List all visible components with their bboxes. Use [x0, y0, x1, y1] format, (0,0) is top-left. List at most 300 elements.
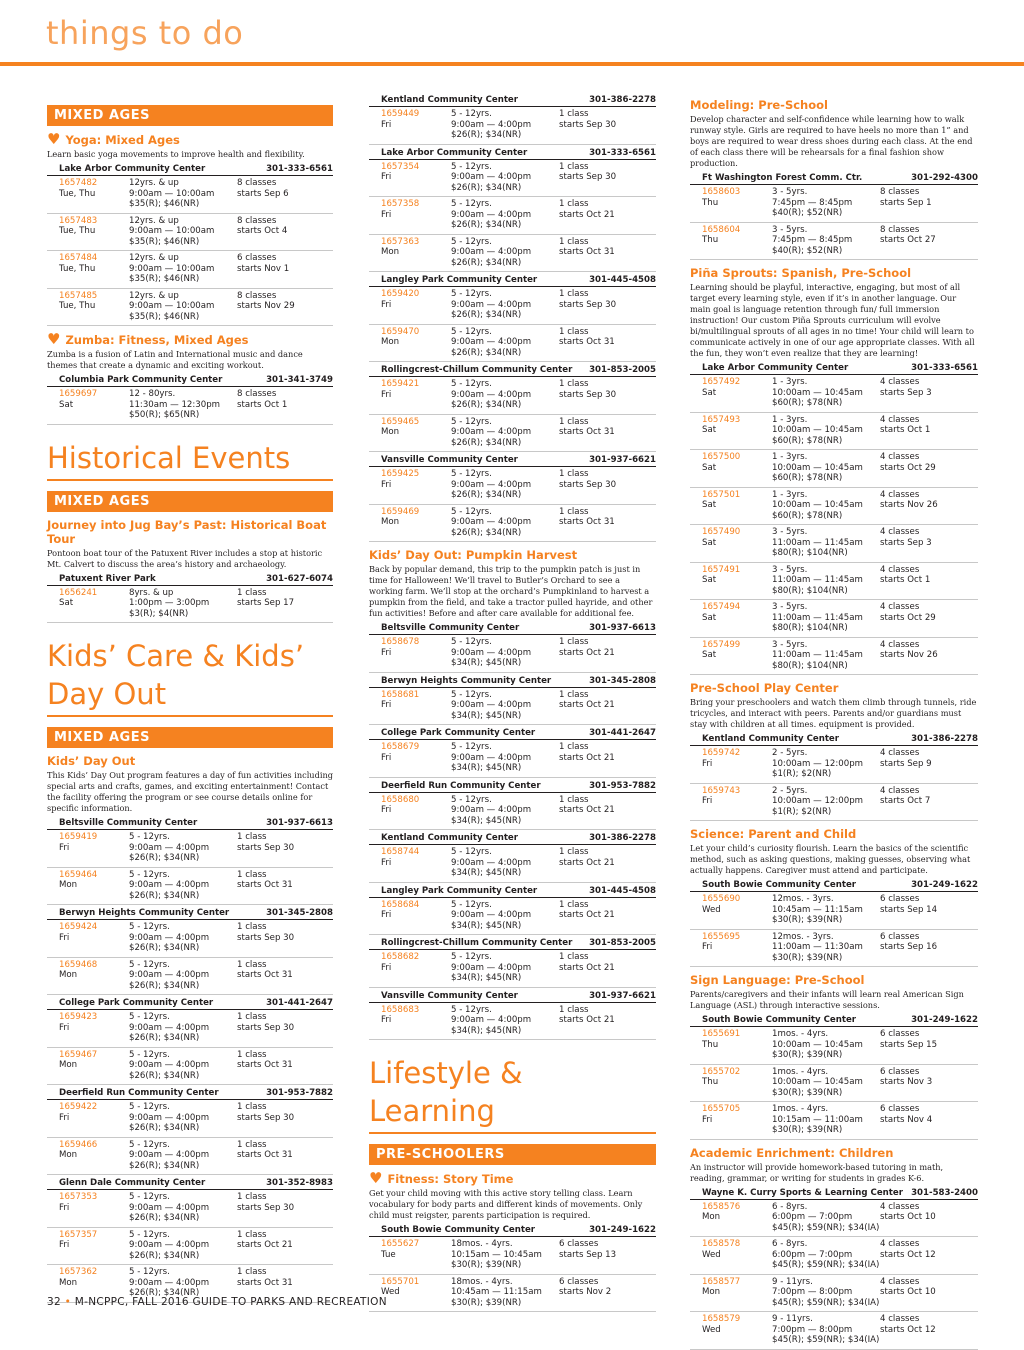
- class-code[interactable]: 1655702: [702, 1066, 741, 1077]
- program-title: [690, 827, 978, 841]
- class-day: Fri: [59, 842, 70, 853]
- class-row: [369, 377, 656, 415]
- class-start: starts Oct 29: [880, 462, 936, 473]
- class-code[interactable]: 1659423: [59, 1012, 98, 1022]
- class-code-cell: [381, 952, 451, 984]
- class-details-cell: [451, 289, 559, 321]
- class-row: [369, 505, 656, 543]
- class-code[interactable]: 1657483: [59, 215, 98, 226]
- class-time: 7:45pm — 8:45pm: [772, 235, 853, 245]
- class-time: 9:00am — 4:00pm: [129, 932, 210, 943]
- class-time: 10:45am — 11:15am: [772, 904, 863, 915]
- class-count: 4 classes: [880, 1201, 920, 1212]
- class-count: 1 class: [559, 161, 589, 172]
- class-details-cell: [772, 490, 880, 522]
- class-code[interactable]: 1657362: [59, 1267, 98, 1277]
- class-code-cell: [59, 216, 129, 248]
- class-row: [369, 950, 656, 988]
- class-start: starts Sep 17: [237, 598, 295, 608]
- heart-icon: ♥: [47, 330, 61, 348]
- class-row: [690, 784, 978, 822]
- class-code[interactable]: 1657501: [702, 489, 741, 500]
- class-time: 9:00am — 4:00pm: [129, 970, 210, 980]
- class-age: 3 - 5yrs.: [772, 639, 808, 650]
- class-row: [690, 1065, 978, 1103]
- class-code-cell: [59, 832, 129, 864]
- class-code[interactable]: 1658577: [702, 1276, 741, 1287]
- class-age: 5 - 12yrs.: [451, 952, 492, 962]
- location-phone: 301-445-4508: [589, 885, 656, 896]
- class-code[interactable]: 1659742: [702, 748, 741, 758]
- class-row: [47, 214, 333, 252]
- page-number: 32: [47, 1296, 61, 1308]
- class-schedule-cell: [237, 1102, 333, 1134]
- location-name: Rollingcrest-Chillum Community Center: [381, 938, 573, 948]
- class-code[interactable]: 1659697: [59, 389, 98, 399]
- class-count: 1 class: [559, 289, 589, 299]
- class-day: Tue, Thu: [59, 226, 96, 236]
- class-details-cell: [129, 216, 237, 248]
- location-header: [369, 780, 656, 793]
- class-count: 6 classes: [880, 1104, 920, 1114]
- class-code[interactable]: 1659465: [381, 416, 420, 427]
- class-day: Fri: [59, 1112, 70, 1123]
- class-start: starts Oct 21: [559, 1015, 615, 1025]
- class-code[interactable]: 1655695: [702, 931, 741, 942]
- class-code[interactable]: 1657484: [59, 253, 98, 263]
- class-code-cell: [702, 1277, 772, 1309]
- class-code-cell: [702, 1067, 772, 1099]
- class-details-cell: [451, 742, 559, 774]
- class-code-cell: [59, 922, 129, 954]
- class-schedule-cell: [880, 452, 978, 484]
- class-code-cell: [381, 327, 451, 359]
- class-code[interactable]: 1659449: [381, 109, 420, 119]
- location-name: College Park Community Center: [59, 998, 214, 1008]
- class-day: Wed: [702, 1324, 721, 1335]
- class-code[interactable]: 1658678: [381, 637, 420, 647]
- class-row: [690, 1275, 978, 1313]
- class-start: starts Oct 1: [880, 575, 931, 585]
- class-code[interactable]: 1657500: [702, 452, 741, 462]
- class-code-cell: [381, 1005, 451, 1037]
- class-code-cell: [702, 1202, 772, 1234]
- class-start: starts Oct 31: [237, 970, 293, 980]
- class-row: [369, 635, 656, 673]
- class-time: 9:00am — 4:00pm: [129, 1240, 210, 1250]
- class-day: Fri: [59, 932, 70, 943]
- class-fee: $34(R); $45(NR): [451, 710, 522, 721]
- location-header: [369, 937, 656, 950]
- class-age: 5 - 12yrs.: [451, 506, 492, 517]
- class-row: [690, 1237, 978, 1275]
- class-day: Sat: [702, 575, 717, 585]
- class-row: [369, 467, 656, 505]
- class-age: 5 - 12yrs.: [451, 1004, 492, 1015]
- class-schedule-cell: [880, 1202, 978, 1234]
- class-age: 5 - 12yrs.: [451, 794, 492, 805]
- location-phone: 301-953-7882: [589, 780, 656, 791]
- class-start: starts Oct 12: [880, 1324, 936, 1335]
- class-code[interactable]: 1658681: [381, 689, 420, 700]
- class-count: 4 classes: [880, 602, 920, 612]
- program-description: An instructor will provide homework-based tutoring in math, reading, grammar, or writing for students in grades K-6.: [690, 1161, 944, 1183]
- location-name: Kentland Community Center: [381, 833, 519, 843]
- class-code[interactable]: 1657492: [702, 377, 741, 387]
- location-phone: 301-853-2005: [589, 938, 656, 948]
- class-age: 5 - 12yrs.: [451, 689, 492, 700]
- class-code[interactable]: 1657353: [59, 1192, 98, 1202]
- class-code[interactable]: 1659422: [59, 1102, 98, 1112]
- class-code[interactable]: 1657490: [702, 527, 741, 537]
- class-count: 4 classes: [880, 564, 920, 575]
- class-start: starts Oct 31: [559, 517, 615, 527]
- class-time: 10:00am — 10:45am: [772, 387, 863, 398]
- class-code[interactable]: 1658576: [702, 1201, 741, 1212]
- class-details-cell: [451, 1005, 559, 1037]
- class-schedule-cell: [880, 932, 978, 964]
- location-header: [690, 362, 978, 375]
- class-code[interactable]: 1658604: [702, 224, 741, 235]
- class-age: 5 - 12yrs.: [129, 1102, 170, 1112]
- location-name: Vansville Community Center: [381, 990, 518, 1001]
- class-row: [369, 160, 656, 198]
- class-time: 9:00am — 4:00pm: [129, 1112, 210, 1123]
- class-count: 1 class: [237, 1012, 267, 1022]
- class-schedule-cell: [237, 253, 333, 285]
- class-age: 1 - 3yrs.: [772, 452, 808, 462]
- class-day: Fri: [381, 805, 392, 815]
- class-count: 4 classes: [880, 1314, 920, 1324]
- class-code-cell: [59, 291, 129, 323]
- location-header: [369, 727, 656, 740]
- class-day: Mon: [381, 247, 400, 257]
- class-schedule-cell: [880, 1029, 978, 1061]
- class-row: [369, 1237, 656, 1275]
- class-age: 5 - 12yrs.: [129, 1192, 170, 1202]
- location-header: [369, 675, 656, 688]
- class-code-cell: [381, 289, 451, 321]
- class-day: Sat: [702, 650, 717, 660]
- class-schedule-cell: [237, 922, 333, 954]
- class-code-cell: [59, 1192, 129, 1224]
- class-code[interactable]: 1659466: [59, 1139, 98, 1150]
- class-code[interactable]: 1658679: [381, 742, 420, 752]
- class-row: [47, 1138, 333, 1176]
- class-code[interactable]: 1659464: [59, 869, 98, 880]
- class-fee: $45(R); $59(NR); $34(IA): [772, 1335, 880, 1345]
- class-schedule-cell: [559, 237, 656, 269]
- class-code-cell: [381, 795, 451, 827]
- class-age: 5 - 12yrs.: [129, 1267, 170, 1277]
- location-phone: 301-249-1622: [911, 880, 978, 890]
- class-code[interactable]: 1659470: [381, 326, 420, 337]
- program-title: [47, 518, 333, 546]
- class-time: 9:00am — 10:00am: [129, 188, 215, 199]
- class-count: 8 classes: [880, 187, 920, 197]
- location-header: [369, 832, 656, 845]
- class-age: 12mos. - 3yrs.: [772, 894, 834, 904]
- class-code-cell: [381, 417, 451, 449]
- class-count: 1 class: [237, 1139, 267, 1150]
- class-fee: $26(R); $34(NR): [129, 1033, 200, 1043]
- class-row: [369, 325, 656, 363]
- class-code-cell: [702, 490, 772, 522]
- class-details-cell: [129, 1230, 237, 1262]
- class-age: 1 - 3yrs.: [772, 377, 808, 387]
- class-code[interactable]: 1658682: [381, 952, 420, 962]
- class-time: 10:00am — 12:00pm: [772, 796, 864, 806]
- class-code[interactable]: 1657493: [702, 414, 741, 425]
- location-phone: 301-333-6561: [911, 363, 978, 373]
- class-time: 9:00am — 4:00pm: [129, 1202, 210, 1213]
- class-age: 5 - 12yrs.: [451, 161, 492, 172]
- class-age: 5 - 12yrs.: [451, 847, 492, 857]
- class-code-cell: [702, 377, 772, 409]
- location-header: [369, 147, 656, 160]
- class-age: 5 - 12yrs.: [451, 109, 492, 119]
- class-fee: $26(R); $34(NR): [129, 1160, 200, 1171]
- age-group-banner: MIXED AGES: [47, 727, 333, 748]
- class-code[interactable]: 1659420: [381, 289, 420, 299]
- class-start: starts Oct 7: [880, 796, 931, 806]
- class-start: starts Oct 31: [237, 880, 293, 890]
- class-schedule-cell: [559, 327, 656, 359]
- location-phone: 301-627-6074: [266, 573, 333, 584]
- class-code-cell: [381, 199, 451, 231]
- class-code[interactable]: 1659421: [381, 379, 420, 389]
- location-name: Beltsville Community Center: [59, 818, 198, 828]
- class-fee: $30(R); $39(NR): [451, 1260, 522, 1270]
- class-count: 8 classes: [237, 389, 277, 399]
- class-fee: $26(R); $34(NR): [129, 1288, 200, 1298]
- class-code[interactable]: 1658680: [381, 794, 420, 805]
- class-details-cell: [129, 1192, 237, 1224]
- class-count: 1 class: [559, 742, 589, 752]
- location-phone: 301-441-2647: [589, 728, 656, 738]
- class-details-cell: [451, 379, 559, 411]
- class-details-cell: [129, 389, 237, 421]
- location-phone: 301-352-8983: [266, 1178, 333, 1188]
- class-code[interactable]: 1659468: [59, 959, 98, 970]
- class-code[interactable]: 1659743: [702, 785, 741, 796]
- location-name: Ft Washington Forest Comm. Ctr.: [702, 173, 863, 183]
- class-details-cell: [129, 1012, 237, 1044]
- location-phone: 301-937-6621: [589, 990, 656, 1001]
- class-count: 4 classes: [880, 452, 920, 462]
- location-name: Wayne K. Curry Sports & Learning Center: [702, 1187, 903, 1198]
- class-time: 9:00am — 4:00pm: [451, 962, 532, 973]
- class-age: 5 - 12yrs.: [451, 379, 492, 389]
- class-time: 7:00pm — 8:00pm: [772, 1324, 853, 1335]
- class-row: [690, 638, 978, 676]
- class-code[interactable]: 1659424: [59, 922, 98, 932]
- class-count: 1 class: [559, 689, 589, 700]
- class-code[interactable]: 1657354: [381, 161, 420, 172]
- location-name: Langley Park Community Center: [381, 275, 538, 285]
- class-day: Tue, Thu: [59, 263, 96, 274]
- class-row: [369, 845, 656, 883]
- class-fee: $45(R); $59(NR); $34(IA): [772, 1297, 880, 1308]
- program-title-text: Pre-School Play Center: [690, 681, 839, 695]
- class-code-cell: [59, 178, 129, 210]
- program-title: [47, 132, 333, 147]
- class-code[interactable]: 1658684: [381, 899, 420, 910]
- class-schedule-cell: [559, 162, 656, 194]
- class-fee: $26(R); $34(NR): [451, 490, 522, 500]
- class-count: 4 classes: [880, 1239, 920, 1249]
- program-description: Get your child moving with this active story telling class. Learn vocabulary for body parts and different kinds of movements. Only child must reigster, parents participation is required.: [369, 1188, 643, 1220]
- class-code[interactable]: 1658579: [702, 1314, 741, 1324]
- class-row: [47, 1010, 333, 1048]
- class-count: 1 class: [237, 1102, 267, 1112]
- class-code-cell: [702, 452, 772, 484]
- class-code[interactable]: 1658603: [702, 187, 741, 197]
- class-code[interactable]: 1656241: [59, 587, 98, 598]
- class-day: Mon: [59, 880, 78, 890]
- program-title-text: Journey into Jug Bay’s Past: Historical Boat Tour: [47, 517, 327, 546]
- class-count: 1 class: [237, 1192, 267, 1202]
- class-schedule-cell: [559, 417, 656, 449]
- class-fee: $30(R); $39(NR): [451, 1297, 522, 1308]
- class-age: 2 - 5yrs.: [772, 785, 808, 796]
- location-phone: 301-445-4508: [589, 275, 656, 285]
- class-details-cell: [451, 162, 559, 194]
- class-code[interactable]: 1659469: [381, 506, 420, 517]
- class-code[interactable]: 1659467: [59, 1049, 98, 1060]
- class-schedule-cell: [880, 187, 978, 219]
- location-header: [369, 1224, 656, 1237]
- class-code[interactable]: 1655701: [381, 1276, 420, 1287]
- class-count: 1 class: [559, 469, 589, 479]
- class-fee: $34(R); $45(NR): [451, 973, 522, 983]
- class-start: starts Sep 6: [237, 188, 289, 199]
- class-code-cell: [381, 1277, 451, 1309]
- class-start: starts Sep 30: [237, 1202, 295, 1213]
- footer-text: M-NCPPC, FALL 2016 GUIDE TO PARKS AND RECREATION: [74, 1296, 387, 1308]
- class-details-cell: [451, 952, 559, 984]
- class-start: starts Oct 31: [559, 427, 615, 437]
- class-start: starts Sep 16: [880, 942, 938, 952]
- class-age: 5 - 12yrs.: [451, 416, 492, 427]
- class-code-cell: [59, 1140, 129, 1172]
- class-fee: $80(R); $104(NR): [772, 548, 848, 558]
- class-fee: $60(R); $78(NR): [772, 473, 843, 483]
- class-fee: $80(R); $104(NR): [772, 660, 848, 671]
- class-day: Fri: [381, 910, 392, 920]
- class-row: [369, 688, 656, 726]
- class-start: starts Oct 10: [880, 1212, 936, 1222]
- class-time: 10:00am — 10:45am: [772, 1077, 863, 1087]
- class-details-cell: [129, 1050, 237, 1082]
- class-code[interactable]: 1657482: [59, 178, 98, 188]
- class-age: 3 - 5yrs.: [772, 224, 808, 235]
- class-code[interactable]: 1657499: [702, 639, 741, 650]
- class-code[interactable]: 1657358: [381, 199, 420, 209]
- class-code[interactable]: 1657357: [59, 1229, 98, 1240]
- class-age: 9 - 11yrs.: [772, 1314, 813, 1324]
- location-phone: 301-441-2647: [266, 998, 333, 1008]
- class-count: 1 class: [237, 1049, 267, 1060]
- class-start: starts Sep 9: [880, 758, 932, 769]
- location-name: South Bowie Community Center: [381, 1225, 536, 1235]
- class-day: Fri: [702, 796, 713, 806]
- class-start: starts Oct 21: [559, 857, 615, 868]
- location-header: [47, 573, 333, 586]
- class-start: starts Sep 30: [237, 1022, 295, 1033]
- class-details-cell: [772, 187, 880, 219]
- class-details-cell: [129, 291, 237, 323]
- class-day: Sat: [702, 500, 717, 510]
- class-code[interactable]: 1659419: [59, 832, 98, 842]
- class-row: [47, 289, 333, 327]
- class-code-cell: [702, 1104, 772, 1136]
- class-time: 11:00am — 11:45am: [772, 612, 863, 623]
- class-details-cell: [772, 1239, 880, 1271]
- location-name: South Bowie Community Center: [702, 880, 857, 890]
- location-header: [47, 997, 333, 1010]
- class-row: [47, 251, 333, 289]
- class-code[interactable]: 1657485: [59, 290, 98, 301]
- class-code[interactable]: 1658683: [381, 1004, 420, 1015]
- location-phone: 301-937-6621: [589, 455, 656, 465]
- class-day: Mon: [381, 427, 400, 437]
- class-start: starts Nov 26: [880, 500, 938, 510]
- class-start: starts Oct 21: [559, 209, 615, 220]
- location-phone: 301-583-2400: [911, 1187, 978, 1198]
- class-schedule-cell: [880, 786, 978, 818]
- class-day: Mon: [59, 1060, 78, 1070]
- class-details-cell: [772, 1202, 880, 1234]
- class-age: 5 - 12yrs.: [451, 742, 492, 752]
- class-fee: $26(R); $34(NR): [129, 1123, 200, 1133]
- class-start: starts Oct 1: [880, 425, 931, 435]
- class-code[interactable]: 1655691: [702, 1029, 741, 1039]
- class-age: 18mos. - 4yrs.: [451, 1276, 513, 1287]
- class-fee: $34(R); $45(NR): [451, 763, 522, 773]
- class-start: starts Oct 31: [559, 247, 615, 257]
- program-title: [690, 681, 978, 695]
- class-code[interactable]: 1655690: [702, 894, 741, 904]
- class-fee: $26(R); $34(NR): [451, 527, 522, 538]
- class-fee: $34(R); $45(NR): [451, 1025, 522, 1036]
- class-count: 1 class: [559, 794, 589, 805]
- class-details-cell: [451, 199, 559, 231]
- class-code[interactable]: 1659425: [381, 469, 420, 479]
- class-schedule-cell: [237, 1230, 333, 1262]
- class-code[interactable]: 1657494: [702, 602, 741, 612]
- class-count: 6 classes: [880, 1029, 920, 1039]
- class-code[interactable]: 1658578: [702, 1239, 741, 1249]
- class-code[interactable]: 1657491: [702, 564, 741, 575]
- class-fee: $26(R); $34(NR): [129, 1070, 200, 1081]
- class-code[interactable]: 1658744: [381, 847, 420, 857]
- program-description: Let your child’s curiosity flourish. Learn the basics of the scientific method, such as asking questions, making guesses, observing what actually happens. Caregiver must attend and participate.: [690, 843, 971, 875]
- class-time: 10:00am — 10:45am: [772, 425, 863, 435]
- class-schedule-cell: [559, 379, 656, 411]
- class-schedule-cell: [559, 1239, 656, 1271]
- class-code[interactable]: 1655627: [381, 1239, 420, 1249]
- class-fee: $3(R); $4(NR): [129, 608, 189, 619]
- class-time: 9:00am — 4:00pm: [451, 337, 532, 347]
- class-code[interactable]: 1655705: [702, 1104, 741, 1114]
- class-code-cell: [702, 1239, 772, 1271]
- class-code[interactable]: 1657363: [381, 236, 420, 247]
- class-count: 4 classes: [880, 748, 920, 758]
- class-count: 8 classes: [237, 178, 277, 188]
- program-title-text: Zumba: Fitness, Mixed Ages: [65, 333, 249, 347]
- header-rule: [0, 62, 1024, 66]
